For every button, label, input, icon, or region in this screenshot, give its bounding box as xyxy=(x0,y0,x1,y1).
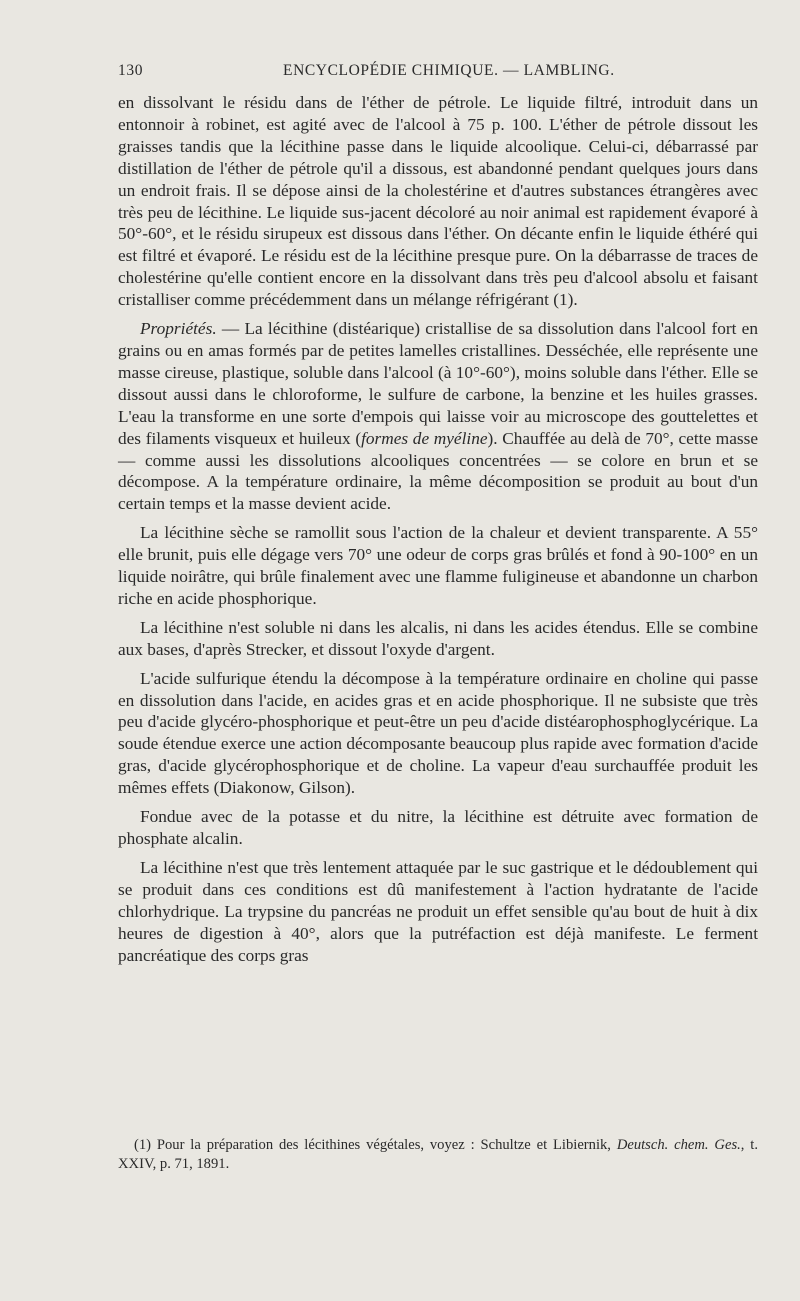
paragraph-4: La lécithine n'est soluble ni dans les alcalis, ni dans les acides étendus. Elle se combine aux bases, d'après Strecker, et dissout l'oxyde d'argent. xyxy=(118,617,758,659)
page-number: 130 xyxy=(118,62,144,79)
paragraph-3: La lécithine sèche se ramollit sous l'action de la chaleur et devient transparente. A 55° elle brunit, puis elle dégage vers 70° une odeur de corps gras brûlés et fond à 90-100° en un liquide noirâtre, qui brûle finalement avec une flamme fuligineuse et abandonne un charbon riche en acide phosphorique. xyxy=(118,523,758,608)
footnote-journal: Deutsch. chem. Ges. xyxy=(616,1137,741,1153)
paragraph-1: en dissolvant le résidu dans de l'éther de pétrole. Le liquide filtré, introduit dans un entonnoir à robinet, est agité avec de l'alcool à 75 p. 100. L'éther de pétrole dissout les graisses tandis que la lécithine passe dans le liquide alcoolique. Celui-ci, débarrassé par distillation de l'éther de pétrole qu'il a dissous, est abandonné pendant quelques jours dans un endroit frais. Il se dépose ainsi de la cholestérine et d'autres substances étrangères avec très peu de lécithine. Le liquide sus-jacent décoloré au noir animal est rapidement évaporé à 50°-60°, et le résidu sirupeux est dissous dans l'éther. On décante enfin le liquide éthéré qui est filtré et évaporé. Le résidu est de la lécithine presque pure. On la débarrasse de traces de cholestérine qu'elle contient encore en la dissolvant dans très peu d'alcool absolu et faisant cristalliser comme précédemment dans un mélange réfrigérant (1). xyxy=(118,93,758,310)
running-header xyxy=(118,62,758,86)
paragraph-2-part-b: ). Chauffée au delà de 70°, cette masse — comme aussi les dissolutions alcooliques concentrées — se colore en brun et se décompose. A la température ordinaire, la même décomposition se produit au bout d'un certain temps et la masse devient acide. xyxy=(118,428,759,514)
paragraph-6: Fondue avec de la potasse et du nitre, la lécithine est détruite avec formation de phosphate alcalin. xyxy=(118,807,758,848)
footnote xyxy=(118,1136,758,1174)
section-heading-proprietes: Propriétés. xyxy=(140,319,217,339)
footnote-text-b: , t. XXIV, p. 71, 1891. xyxy=(118,1137,758,1172)
paragraph-2-italic-term: formes de myéline xyxy=(361,428,488,448)
page-body xyxy=(118,92,758,973)
running-title: ENCYCLOPÉDIE CHIMIQUE. — LAMBLING. xyxy=(283,62,615,79)
footnote-1 xyxy=(118,1136,758,1174)
paragraph-properties xyxy=(118,318,758,515)
paragraph-2-part-a: — La lécithine (distéarique) cristallise de sa dissolution dans l'alcool fort en grains ou en amas formés par de petites lamelles cristallines. Desséchée, elle représente une masse cireuse, plastique, soluble dans l'alcool (à 10°-60°), moins soluble dans l'éther. Elle se dissout aussi dans le chloroforme, le sulfure de carbone, la benzine et les huiles grasses. L'eau la transforme en une sorte d'empois qui laisse voir au microscope des gouttelettes et des filaments visqueux et huileux ( xyxy=(118,319,758,448)
paragraph-5: L'acide sulfurique étendu la décompose à la température ordinaire en choline qui passe en dissolution dans l'acide, en acides gras et en acide phosphorique. Il ne subsiste que très peu d'acide glycéro-phosphorique et peut-être un peu d'acide distéarophosphoglycérique. La soude étendue exerce une action décomposante beaucoup plus rapide avec formation d'acide gras, d'acide glycérophosphorique et de choline. La vapeur d'eau surchauffée produit les mêmes effets (Diakonow, Gilson). xyxy=(118,668,758,798)
paragraph-7: La lécithine n'est que très lentement attaquée par le suc gastrique et le dédoublement qui se produit dans ces conditions est dû manifestement à l'action hydratante de l'acide chlorhydrique. La trypsine du pancréas ne produit un effet sensible qu'au bout de huit à dix heures de digestion à 40°, alors que la putréfaction est déjà manifeste. Le ferment pancréatique des corps gras xyxy=(118,857,758,965)
footnote-text-a: (1) Pour la préparation des lécithines végétales, voyez : Schultze et Libiernik, xyxy=(134,1137,617,1153)
